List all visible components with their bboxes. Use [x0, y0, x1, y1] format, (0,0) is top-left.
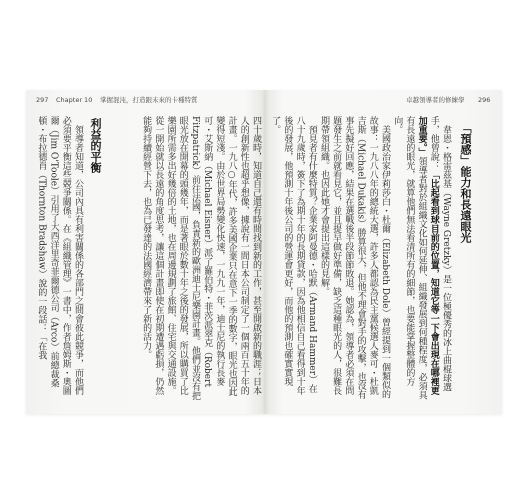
- chapter-label: Chapter 10: [56, 96, 93, 104]
- gretzky-quote: 「比起看到球目前的位置，知道它等一下會出現在哪裡更加重要。」: [416, 116, 439, 395]
- section-heading-foresight: 「預感」能力和長遠眼光: [459, 122, 472, 243]
- left-paragraph-2: 領導者知道，公司內具有利害關係的各部門之間會彼此競爭，而他們必須要平衡這些競爭關係。在《組織管理》一書中，作者詹姆斯・奧圖爾（Jim O'Toole）引用了大西洋里奇菲爾德公司（Arco）前總裁桑頓・布拉德肖（Thornton Bradshaw）說的一段話：「在我: [36, 116, 83, 395]
- right-paragraph-1-rest: 領導者對於組織文化如何延伸、組織發展到何種程度，必須具有長遠的眼光，就算他們無法看清所有的細節，也要能掌握整體的方向。: [392, 116, 427, 400]
- right-paragraph-1: [391, 116, 452, 402]
- chapter-title: 掌握混沌，打造跟未來的卡種特質: [100, 96, 198, 104]
- right-paragraph-3: 預見者有什麼特質？企業家阿曼德・哈默（Armand Hammer）在八十九歲時，簽下了為期十年的長期貸款，因為他相信自己看得到十年後的發展，他預測十年後公司的營運會更好，而他的預測也確實實現了。: [270, 116, 317, 395]
- left-page-number: 297: [36, 96, 49, 104]
- right-page-text-block: [270, 116, 452, 402]
- section-heading-balance: 利益的平衡: [89, 118, 102, 173]
- left-paragraph-1: 四十歲時，知道自己還有時間找到新的工作，甚至開啟新的職涯；日本人的創新性也超乎想像，據說有一間日本公司制定了一個兩百五十年的計畫。一九八○年代，許多美國企業只在意下一季的數字，眼光也因此變得短淺。由於世界局勢變化快速，一九九一年，迪士尼的執行長麥可・艾斯納（Michael Eisner）派了羅伯特・菲茨派翠克（Robert Fitzpatrick）前往法國，負責新的歐洲迪士尼樂園計畫。他們並沒有把眼光放在開幕的頭幾年，而是著眼於數十年之後的發展，所以購買了比樂園所需多出好幾倍的土地，也在周邊規劃了旅館、住宅與交通設施。從一開始就以長遠的角度思考，讓這個計畫即使在初期遭遇虧損，仍然能夠持續經營下去，也為已發達的法國經濟帶來了新的活力。: [141, 116, 261, 400]
- right-paragraph-1-intro: 韋恩・格雷茲基（Wayne Gretzky）是一位極優秀的冰上曲棍球選手，他曾說：: [428, 116, 451, 392]
- right-paragraph-2: 美國政治家伊莉莎白・杜爾（Elizabeth Dole）曾經提到一個類似的故事：一九八八年的總統大選，許多人都認為民主黨候選人麥可・杜凱吉斯（Michael Dukakis）勝算很大，但他不理會對手的攻擊，也沒有事先擬好回應，結果在選戰後半段節節敗退。她認為，領導者必須在問題發生之前就看見它，並且提早做好準備，缺乏這種眼光的人，很難長期帶領組織。也因此她才會提出這樣的見解。: [318, 116, 390, 400]
- right-page-number: 296: [478, 96, 491, 104]
- left-page-text-block-2: [34, 116, 84, 402]
- book-title: 卓越領導者的修練學: [406, 96, 465, 104]
- left-page-text-block: [104, 116, 262, 402]
